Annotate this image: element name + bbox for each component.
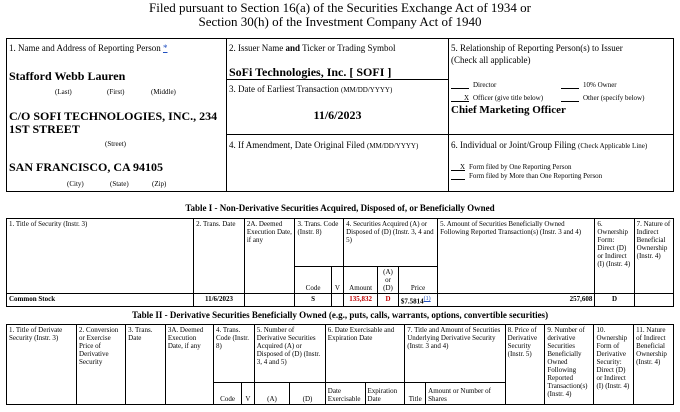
filing-type-box (448, 134, 674, 192)
t1-h-code-sub: Code (295, 267, 331, 294)
t2-h-deemed: 3A. Deemed Execution Date, if any (165, 325, 213, 405)
director-label: Director (473, 81, 497, 89)
t1-row-code: S (295, 294, 331, 307)
filing-type-label: 6. Individual or Joint/Group Filing (Check Applicable Line) (451, 140, 648, 150)
table2-title: Table II - Derivative Securities Beneficially Owned (e.g., puts, calls, warrants, options, convertible securities) (131, 310, 549, 320)
city-state-zip: SAN FRANCISCO, CA 94105 (9, 160, 164, 174)
t1-row-deemed (244, 294, 295, 307)
t1-h-price-sub: Price (398, 267, 437, 294)
t1-row-date: 11/6/2023 (194, 294, 245, 307)
header-line-1: Filed pursuant to Section 16(a) of the Securities Exchange Act of 1934 or (149, 0, 531, 15)
ten-pct-checkbox-line[interactable] (561, 81, 579, 89)
t1-h-aord-sub: (A) or (D) (378, 267, 399, 294)
t2-h-exp-sub: Expiration Date (365, 383, 405, 405)
other-label: Other (specify below) (583, 94, 645, 102)
t1-h-deemed: 2A. Deemed Execution Date, if any (244, 219, 295, 294)
t1-row-nature (634, 294, 673, 307)
reporting-person-name: Stafford Webb Lauren (9, 69, 126, 83)
t2-h-title: 1. Title of Derivate Security (Instr. 3) (7, 325, 77, 405)
t2-h-nature: 11. Nature of Indirect Beneficial Ownership (Instr. 4) (634, 325, 674, 405)
t1-row-price: $7.5814$^{(1)}$ (398, 294, 437, 307)
t2-h-date-ex-sub: Date Exercisable (325, 383, 365, 405)
table-row (7, 294, 674, 307)
header-line-2: Section 30(h) of the Investment Company Act of 1940 (198, 14, 482, 29)
officer-checkbox[interactable]: X (451, 94, 469, 102)
t2-h-v-sub: V (242, 383, 255, 405)
t2-h-exercisable: 6. Date Exercisable and Expiration Date (325, 325, 404, 383)
relationship-sub: (Check all applicable) (451, 55, 531, 65)
earliest-transaction-label: 3. Date of Earliest Transaction (MM/DD/YYYY) (229, 84, 393, 94)
table2 (6, 324, 674, 405)
t1-h-date: 2. Trans. Date (194, 219, 245, 294)
t1-h-title: 1. Title of Security (Instr. 3) (7, 219, 194, 294)
director-checkbox-line[interactable] (451, 81, 469, 89)
ten-pct-label: 10% Owner (583, 81, 617, 89)
issuer-name: SoFi Technologies, Inc. [ SOFI ] (229, 65, 392, 79)
earliest-transaction-date: 11/6/2023 (313, 108, 362, 122)
multiple-persons-label: Form filed by More than One Reporting Person (469, 172, 603, 180)
one-person-checkbox[interactable]: X (451, 163, 465, 171)
t1-row-form: D (595, 294, 634, 307)
t2-h-conversion: 2. Conversion or Exercise Price of Derivative Security (77, 325, 126, 405)
t1-row-aord: D (378, 294, 399, 307)
t1-h-securities: 4. Securities Acquired (A) or Disposed of (D) (Instr. 3, 4 and 5) (344, 219, 438, 267)
t1-h-amount-sub: Amount (344, 267, 378, 294)
t2-h-d-sub: (D) (290, 383, 326, 405)
table1-title: Table I - Non-Derivative Securities Acquired, Disposed of, or Beneficially Owned (185, 203, 495, 213)
t1-h-code: 3. Trans. Code (Instr. 8) (295, 219, 344, 267)
street-line-1: C/O SOFI TECHNOLOGIES, INC., 234 (9, 109, 218, 123)
footnote-asterisk-link[interactable]: * (162, 43, 168, 53)
t1-row-v (331, 294, 343, 307)
amendment-box (226, 134, 449, 192)
footnote-1-link[interactable]: (1) (423, 296, 431, 302)
officer-title: Chief Marketing Officer (451, 104, 566, 116)
earliest-transaction-box (226, 79, 449, 135)
t2-h-underlying: 7. Title and Amount of Securities Underlying Derivative Security (Instr. 3 and 4) (405, 325, 505, 383)
amendment-label: 4. If Amendment, Date Original Filed (MM/DD/YYYY) (229, 140, 419, 150)
table2-header-row (7, 325, 674, 383)
reporting-person-label: 1. Name and Address of Reporting Person * (9, 43, 168, 53)
relationship-label: 5. Relationship of Reporting Person(s) to Issuer (451, 43, 623, 53)
t2-h-owned: 9. Number of derivative Securities Beneficially Owned Following Reported Transaction(s) (Instr. 4) (545, 325, 594, 405)
t1-row-amount: 135,832 (344, 294, 378, 307)
t1-h-nature: 7. Nature of Indirect Beneficial Ownership (Instr. 4) (634, 219, 673, 294)
t2-h-price: 8. Price of Derivative Security (Instr. 5) (505, 325, 545, 405)
t2-h-number: 5. Number of Derivative Securities Acquired (A) or Disposed of (D) (Instr. 3, 4 and 5) (254, 325, 325, 383)
t2-h-code-sub: Code (213, 383, 241, 405)
multiple-persons-checkbox[interactable] (451, 172, 465, 180)
one-person-label: Form filed by One Reporting Person (469, 163, 572, 171)
zip-label: (Zip) (152, 180, 167, 188)
table1-header-row (7, 219, 674, 267)
issuer-box (226, 38, 449, 80)
issuer-label: 2. Issuer Name and Ticker or Trading Symbol (229, 43, 396, 53)
t2-h-code: 4. Trans. Code (Instr. 8) (213, 325, 254, 383)
t2-h-title-sub: Title (405, 383, 426, 405)
middle-label: (Middle) (151, 88, 176, 96)
t1-row-owned: 257,608 (438, 294, 595, 307)
state-label: (State) (110, 180, 129, 188)
other-checkbox-line[interactable] (561, 94, 579, 102)
street-label: (Street) (105, 140, 126, 148)
t1-row-title: Common Stock (7, 294, 194, 307)
t2-h-date: 3. Trans. Date (126, 325, 166, 405)
first-label: (First) (107, 88, 125, 96)
t2-h-amount-sub: Amount or Number of Shares (426, 383, 505, 405)
relationship-box (448, 38, 674, 135)
t2-h-form: 10. Ownership Form of Derivative Security: Direct (D) or Indirect (I) (Instr. 4) (594, 325, 634, 405)
t1-h-v-sub: V (331, 267, 343, 294)
last-label: (Last) (55, 88, 72, 96)
city-label: (City) (67, 180, 84, 188)
officer-label: Officer (give title below) (473, 94, 544, 102)
t1-h-form: 6. Ownership Form: Direct (D) or Indirect (I) (Instr. 4) (595, 219, 634, 294)
reporting-person-box (6, 38, 227, 192)
t1-h-owned: 5. Amount of Securities Beneficially Owned Following Reported Transaction(s) (Instr. 3 and 4) (438, 219, 595, 294)
street-line-2: 1ST STREET (9, 122, 80, 136)
table1 (6, 218, 674, 307)
t2-h-a-sub: (A) (254, 383, 290, 405)
